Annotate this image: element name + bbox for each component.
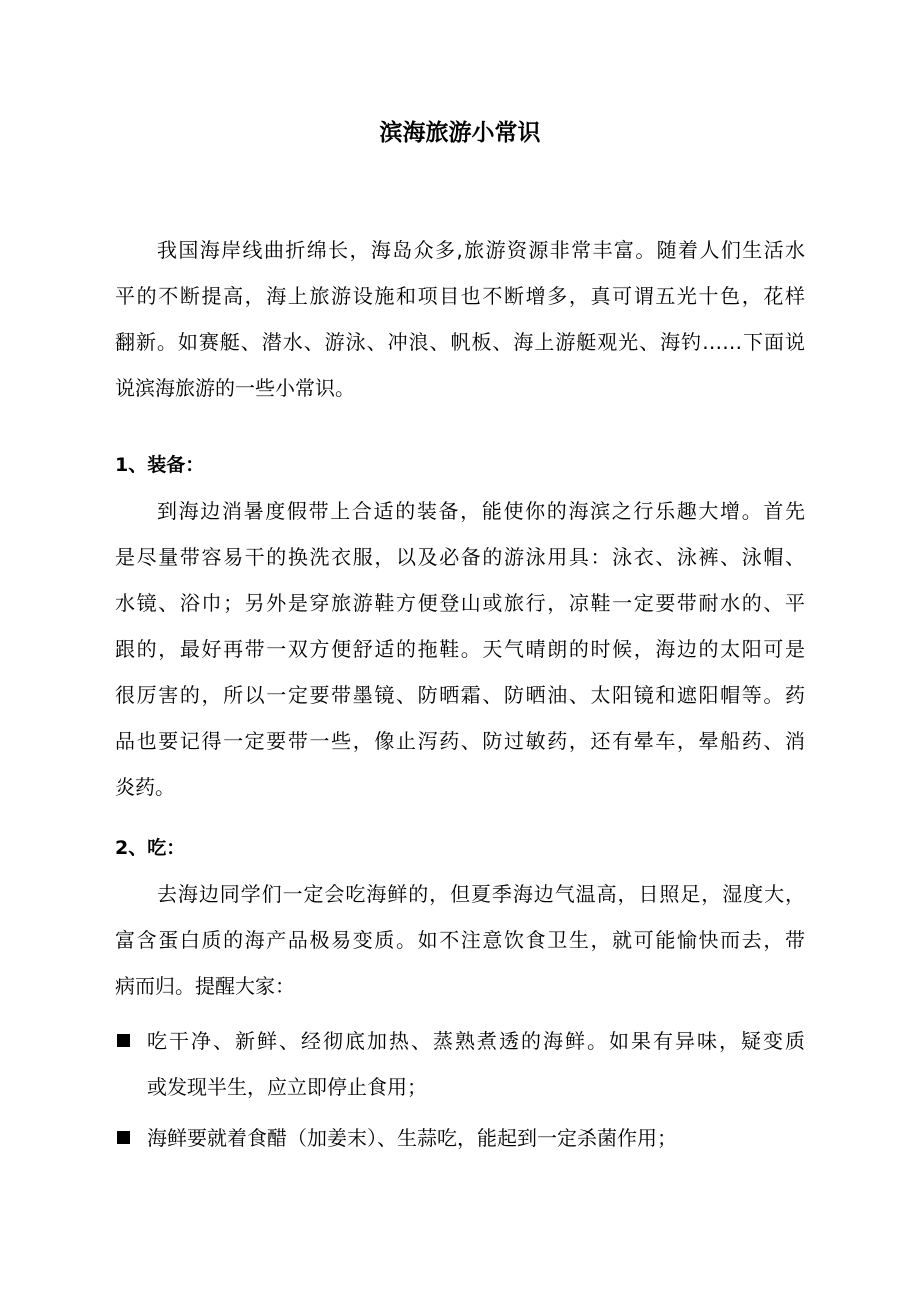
square-bullet-icon (117, 1034, 130, 1047)
text-line: 品也要记得一定要带一些，像止泻药、防过敏药，还有晕车，晕船药、消 (115, 729, 805, 753)
page-title: 滨海旅游小常识 (379, 120, 541, 146)
text-line: 炎药。 (115, 775, 175, 799)
text-line: 我国海岸线曲折绵长，海岛众多,旅游资源非常丰富。随着人们生活水 (157, 238, 805, 262)
text-line: 到海边消暑度假带上合适的装备，能使你的海滨之行乐趣大增。首先 (157, 499, 805, 523)
intro-paragraph (115, 227, 805, 411)
text-line: 富含蛋白质的海产品极易变质。如不注意饮食卫生，就可能愉快而去，带 (115, 928, 805, 952)
text-line: 很厉害的，所以一定要带墨镜、防晒霜、防晒油、太阳镜和遮阳帽等。药 (115, 683, 805, 707)
text-line: 去海边同学们一定会吃海鲜的，但夏季海边气温高，日照足，湿度大， (157, 882, 805, 906)
text-line: 水镜、浴巾；另外是穿旅游鞋方便登山或旅行，凉鞋一定要带耐水的、平 (115, 591, 805, 615)
text-line: 是尽量带容易干的换洗衣服，以及必备的游泳用具：泳衣、泳裤、泳帽、 (115, 545, 805, 569)
bullet-item (115, 1018, 805, 1110)
section-equipment (115, 442, 805, 810)
text-line: 吃干净、新鲜、经彻底加热、蒸熟煮透的海鲜。如果有异味，疑变质 (147, 1029, 805, 1053)
text-line: 病而归。提醒大家： (115, 974, 295, 998)
text-line: 或发现半生，应立即停止食用； (147, 1075, 427, 1099)
square-bullet-icon (117, 1131, 130, 1144)
text-line: 平的不断提高，海上旅游设施和项目也不断增多，真可谓五光十色，花样 (115, 284, 805, 308)
text-line: 翻新。如赛艇、潜水、游泳、冲浪、帆板、海上游艇观光、海钓……下面说 (115, 330, 805, 354)
bullet-item (115, 1115, 805, 1161)
section-heading: 2、吃： (115, 837, 186, 859)
text-line: 跟的，最好再带一双方便舒适的拖鞋。天气晴朗的时候，海边的太阳可是 (115, 637, 805, 661)
text-line: 海鲜要就着食醋（加姜末）、生蒜吃，能起到一定杀菌作用； (147, 1126, 677, 1150)
section-food (115, 825, 805, 1009)
section-heading: 1、装备： (115, 454, 205, 476)
text-line: 说滨海旅游的一些小常识。 (115, 376, 355, 400)
